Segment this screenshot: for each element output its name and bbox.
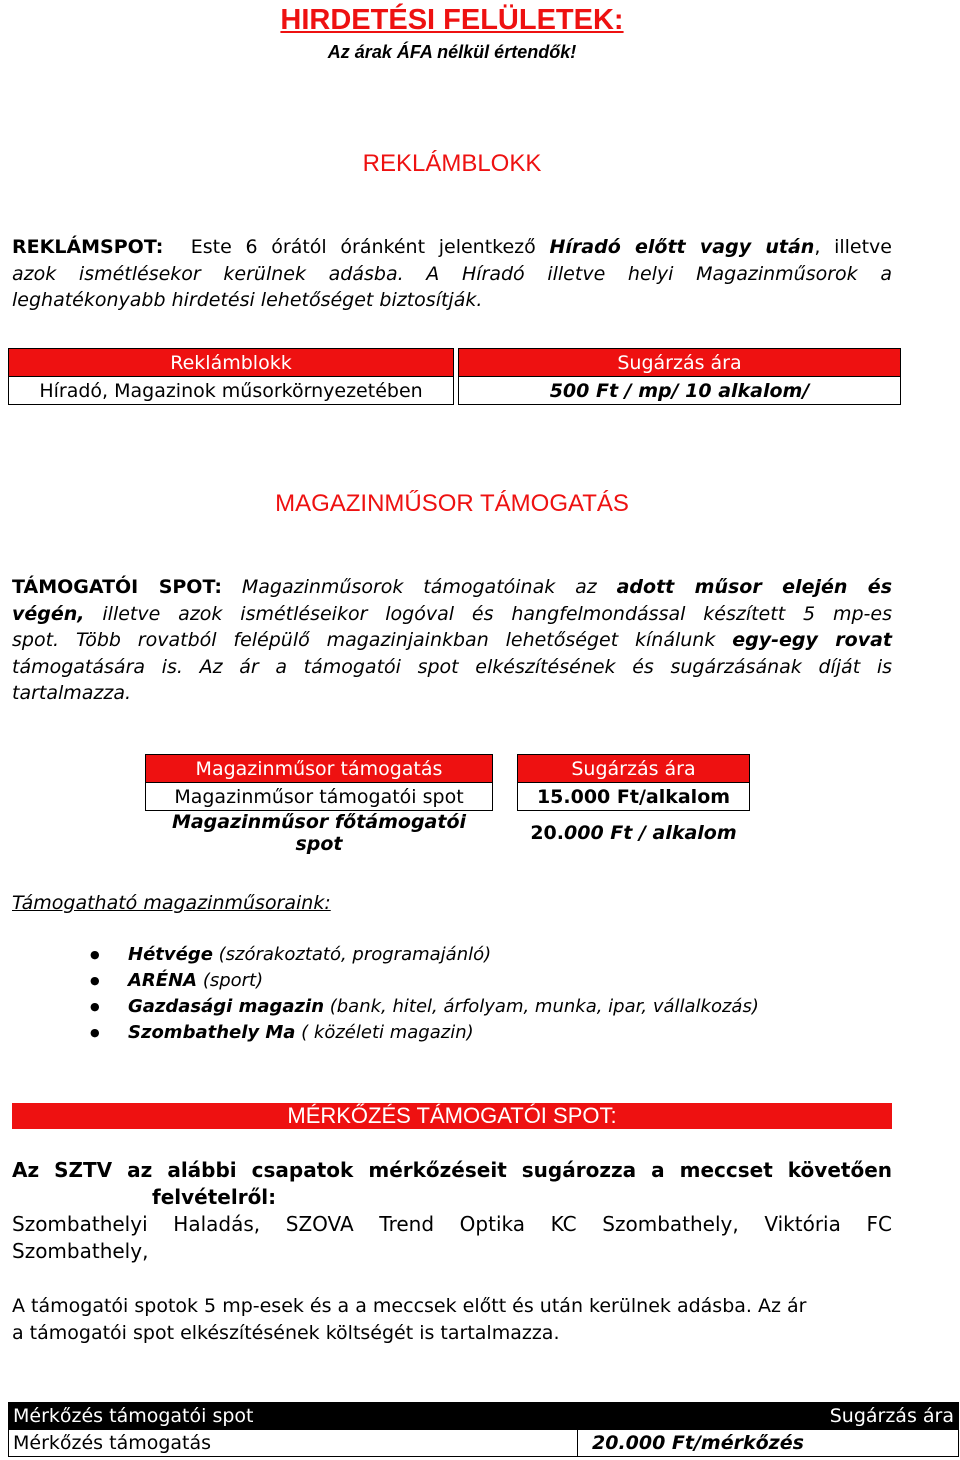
magazin-list-title: Támogatható magazinműsoraink:	[12, 892, 331, 914]
list-item-name: Hétvége	[128, 944, 213, 965]
reklamblokk-col2-header: Sugárzás ára	[459, 349, 901, 377]
merkozes-col1-header: Mérkőzés támogatói spot	[9, 1403, 578, 1430]
reklamblokk-col2-value: 500 Ft / mp/ 10 alkalom/	[459, 377, 901, 405]
magazin-line-5: tartalmazza.	[12, 682, 132, 704]
list-item-name: Gazdasági magazin	[128, 996, 325, 1017]
list-item	[90, 968, 759, 994]
reklamspot-text-2: , illetve	[814, 236, 892, 258]
magazin-row1-label: Magazinműsor támogatói spot	[146, 783, 493, 811]
magazin-row2-label: Magazinműsor főtámogatói spot	[171, 811, 467, 855]
magazin-line-3b: Több rovatból felépülő magazinjainkban lehetőséget kínálunk	[75, 629, 716, 651]
list-item	[90, 1020, 759, 1046]
list-item-desc: (sport)	[197, 970, 264, 991]
reklamblokk-price-table	[8, 348, 901, 405]
merkozes-price-table	[8, 1402, 959, 1457]
list-item-name: ARÉNA	[128, 970, 198, 991]
list-item-name: Szombathely Ma	[128, 1022, 296, 1043]
merkozes-info-2: a támogatói spot elkészítésének költségét is tartalmazza.	[12, 1322, 560, 1344]
merkozes-line-1: Az SZTV az alábbi csapatok mérkőzéseit sugározza a meccset követően	[12, 1158, 892, 1182]
page-subtitle: Az árak ÁFA nélkül értendők!	[327, 42, 577, 62]
magazin-label: TÁMOGATÓI SPOT:	[12, 576, 222, 598]
section-heading-merkozes: MÉRKŐZÉS TÁMOGATÓI SPOT:	[12, 1103, 892, 1129]
section-heading-reklamblokk: REKLÁMBLOKK	[362, 150, 542, 177]
reklamspot-text-1: Este 6 órától óránként jelentkező	[190, 236, 536, 258]
list-item-desc: ( közéleti magazin)	[295, 1022, 474, 1043]
reklamspot-paragraph	[12, 234, 892, 314]
list-item	[90, 994, 759, 1020]
magazin-line-2b: illetve azok ismétléseikor logóval és hangfelmondással készített 5 mp-es	[102, 602, 892, 625]
reklamspot-line-2: azok ismétlésekor kerülnek adásba. A Híradó illetve helyi Magazinműsorok a	[12, 262, 892, 285]
merkozes-paragraph	[12, 1157, 892, 1265]
page-title: HIRDETÉSI FELÜLETEK:	[280, 4, 624, 36]
magazin-line-3a: spot.	[12, 629, 60, 651]
reklamblokk-col1-header: Reklámblokk	[9, 349, 454, 377]
reklamspot-line-1	[12, 234, 892, 261]
magazin-line-4b: Az ár a támogatói spot elkészítésének és sugárzásának díját is	[199, 655, 892, 678]
magazin-row2-value	[518, 811, 750, 856]
bullet-icon: ●	[90, 974, 100, 987]
list-item-desc: (szórakoztató, programajánló)	[212, 944, 492, 965]
merkozes-col2-header: Sugárzás ára	[578, 1403, 959, 1430]
merkozes-col2-value: 20.000 Ft/mérkőzés	[578, 1430, 959, 1457]
reklamspot-label: REKLÁMSPOT:	[12, 236, 164, 258]
merkozes-teams-1: Szombathelyi Haladás, SZOVA Trend Optika KC Szombathely, Viktória FC	[12, 1212, 892, 1236]
bullet-icon: ●	[90, 1000, 100, 1013]
merkozes-col1-value: Mérkőzés támogatás	[9, 1430, 578, 1457]
bullet-icon: ●	[90, 1026, 100, 1039]
bullet-icon: ●	[90, 948, 100, 961]
magazin-line-3c: egy-egy rovat	[732, 629, 892, 651]
magazin-line-1a: Magazinműsorok támogatóinak az	[241, 576, 597, 598]
magazin-line-2	[12, 601, 892, 628]
reklamspot-emphasis: Híradó előtt vagy után	[549, 236, 815, 258]
magazin-line-4a: támogatására is.	[12, 655, 183, 678]
magazin-list	[90, 942, 759, 1046]
magazin-paragraph	[12, 574, 892, 707]
magazin-line-3	[12, 627, 892, 654]
section-heading-magazin: MAGAZINMŰSOR TÁMOGATÁS	[275, 490, 629, 517]
reklamblokk-col1-value: Híradó, Magazinok műsorkörnyezetében	[9, 377, 454, 405]
merkozes-teams-2: Szombathely,	[12, 1239, 149, 1263]
merkozes-info-1: A támogatói spotok 5 mp-esek és a a meccsek előtt és után kerülnek adásba. Az ár	[12, 1295, 807, 1317]
magazin-row1-value: 15.000 Ft/alkalom	[518, 783, 750, 811]
magazin-row2-value-rest: 000 Ft / alkalom	[564, 822, 737, 844]
magazin-col2-header: Sugárzás ára	[518, 755, 750, 783]
reklamspot-line-3: leghatékonyabb hirdetési lehetőséget biztosítják.	[12, 289, 483, 311]
magazin-col1-header: Magazinműsor támogatás	[146, 755, 493, 783]
magazin-row2-value-bold: 20.	[530, 822, 564, 844]
list-item	[90, 942, 759, 968]
magazin-line-1	[12, 574, 892, 601]
list-item-desc: (bank, hitel, árfolyam, munka, ipar, vállalkozás)	[324, 996, 759, 1017]
magazin-line-1b: adott műsor elején és	[616, 576, 893, 598]
magazin-line-2a: végén,	[12, 602, 85, 625]
magazin-price-table	[145, 754, 750, 855]
merkozes-info	[12, 1293, 892, 1347]
merkozes-line-2: felvételről:	[152, 1185, 277, 1209]
magazin-line-4	[12, 654, 892, 681]
